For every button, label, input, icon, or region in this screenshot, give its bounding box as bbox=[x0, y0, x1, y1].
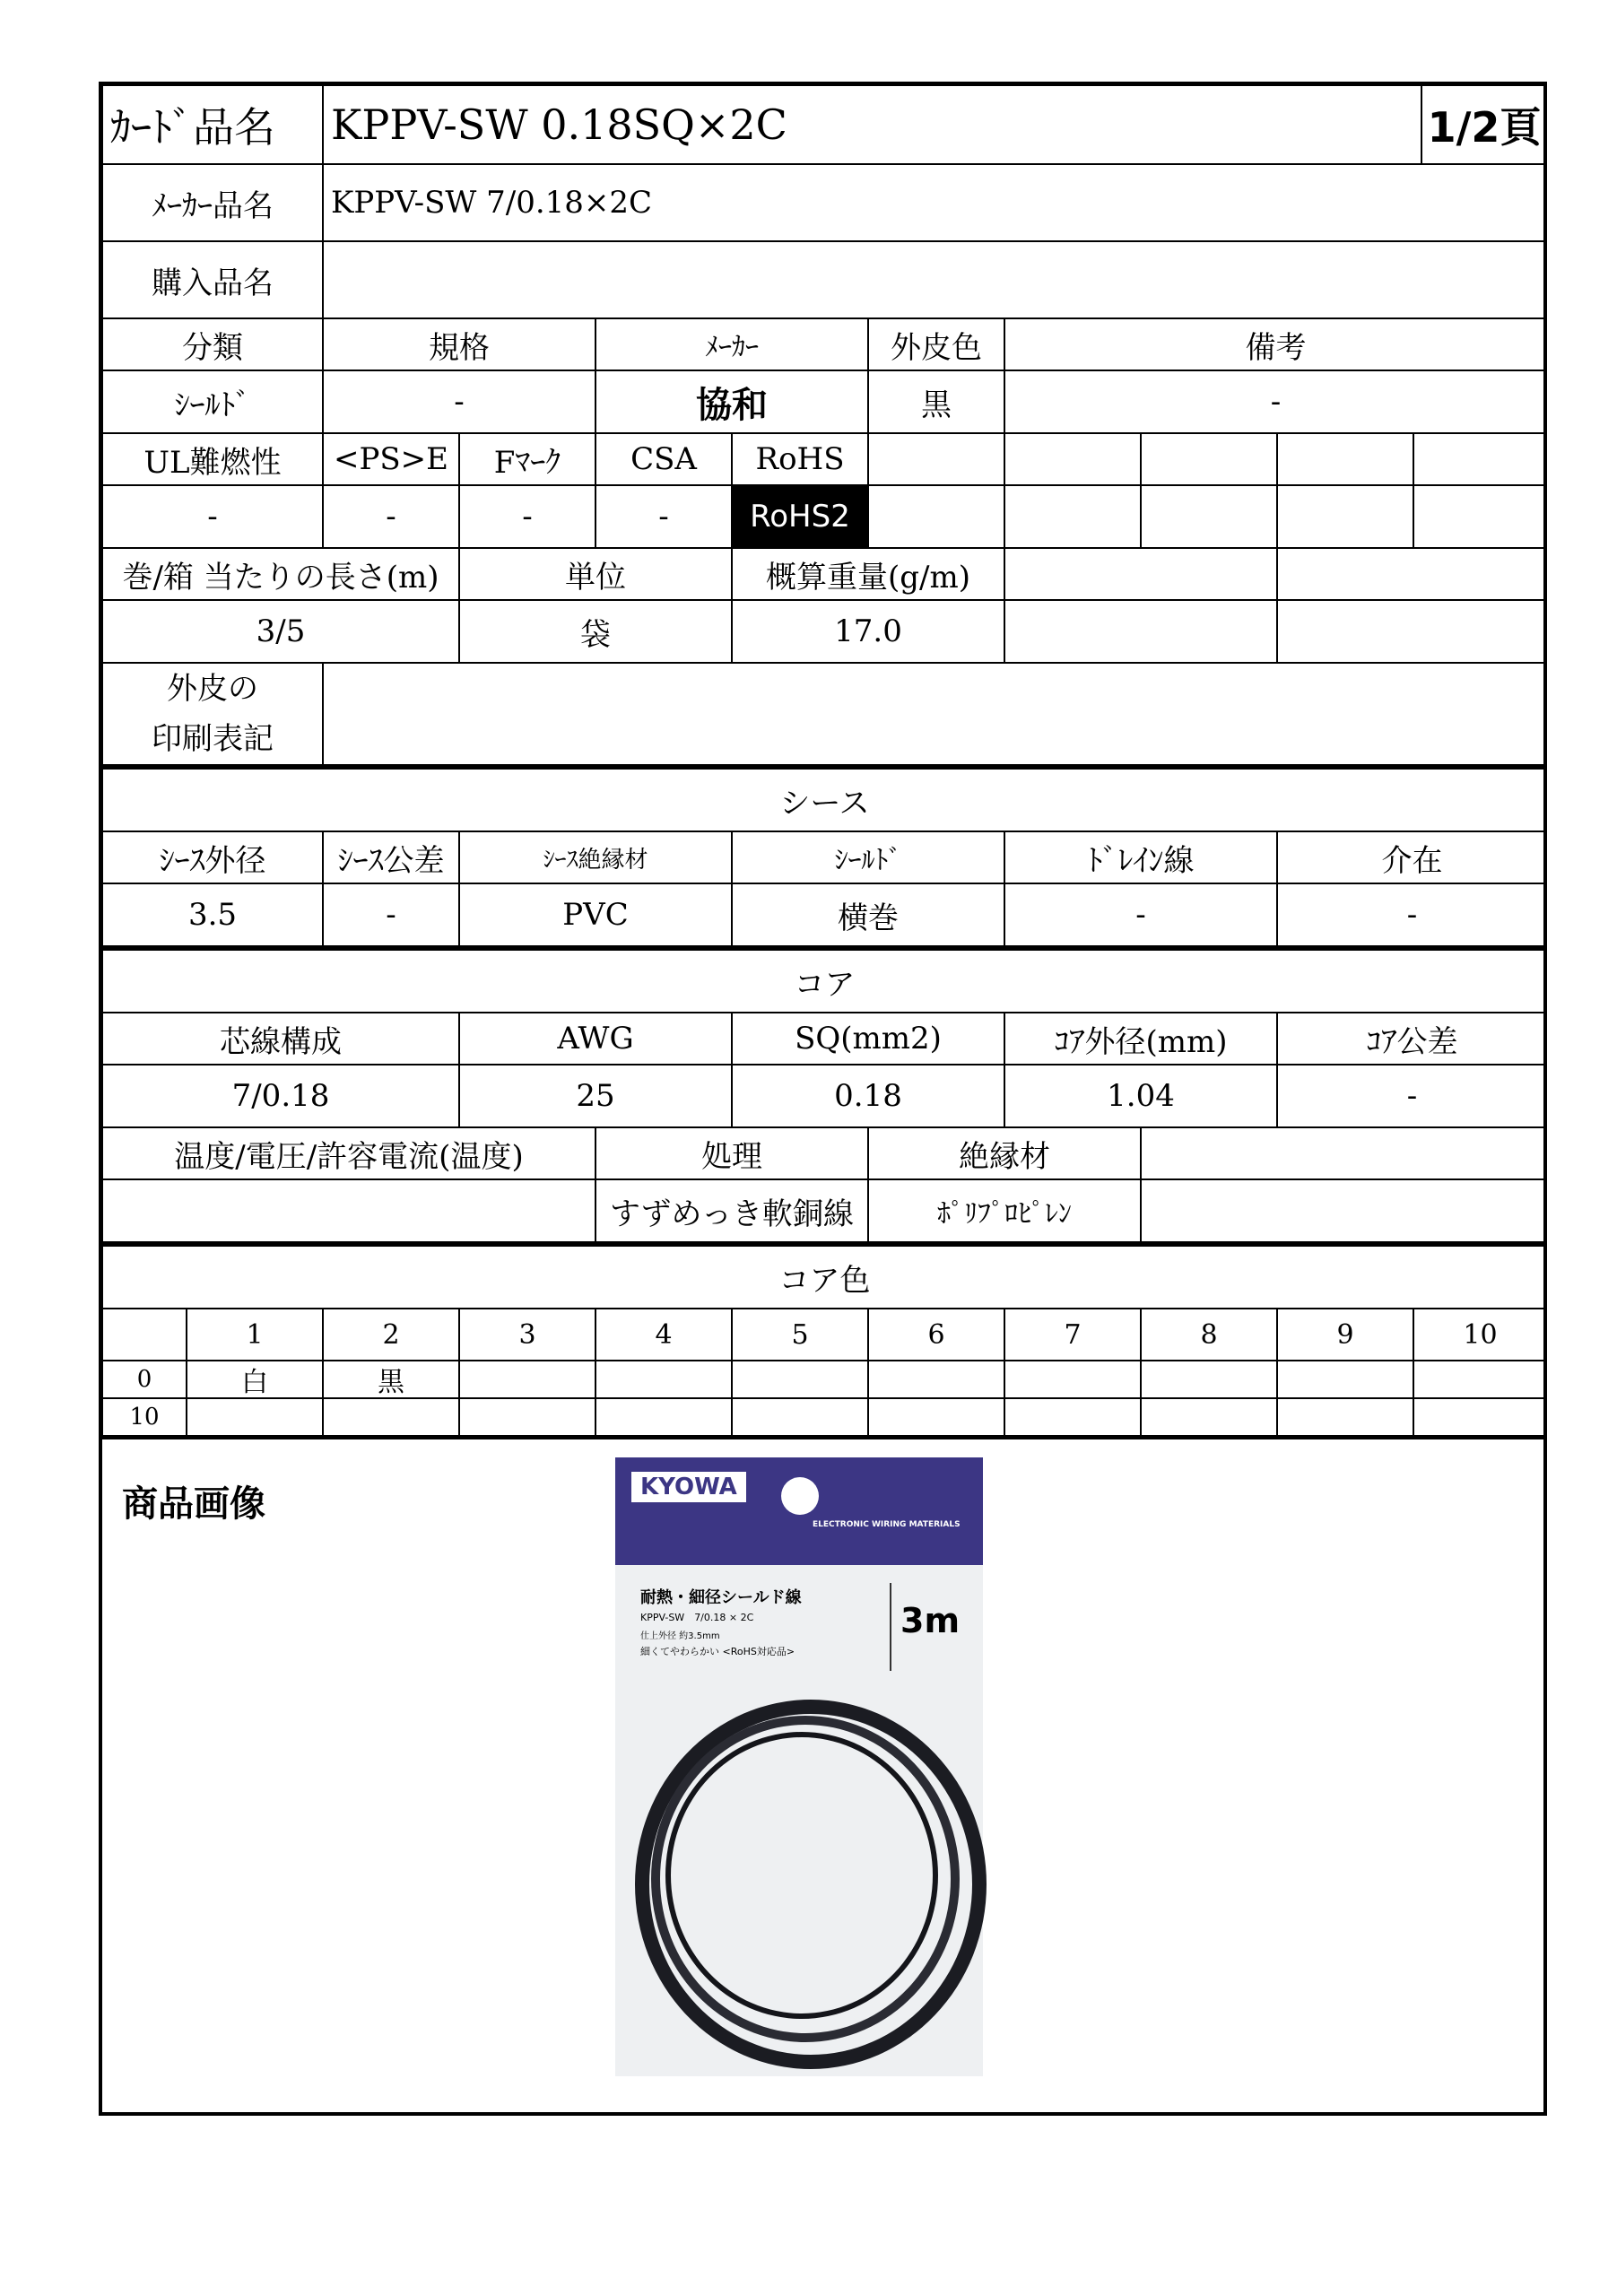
print-marking-label-line1: 外皮の bbox=[167, 671, 258, 707]
classification-value: ｼｰﾙﾄﾞ bbox=[102, 370, 323, 433]
hanger-hole bbox=[781, 1477, 819, 1515]
color-cell: 白 bbox=[187, 1361, 323, 1398]
page-number: 1/2頁 bbox=[1421, 85, 1547, 164]
sheath-tolerance-label: ｼｰｽ公差 bbox=[323, 831, 459, 883]
cert-empty-cell bbox=[868, 433, 1004, 485]
rating-label: 温度/電圧/許容電流(温度) bbox=[102, 1127, 596, 1179]
packing-empty-cell bbox=[1004, 600, 1277, 663]
rohs-label: RoHS bbox=[732, 433, 868, 485]
color-col-header: 3 bbox=[459, 1309, 596, 1361]
cert-empty-cell bbox=[1141, 433, 1277, 485]
print-marking-value bbox=[323, 663, 1547, 765]
package-note: 細くてやわらかい <RoHS対応品> bbox=[640, 1646, 795, 1657]
packing-empty-cell bbox=[1277, 600, 1547, 663]
color-cell bbox=[323, 1398, 459, 1436]
color-cell bbox=[732, 1361, 868, 1398]
treatment-label: 処理 bbox=[596, 1127, 868, 1179]
cert-empty-cell bbox=[1277, 433, 1413, 485]
cert-empty-cell bbox=[1413, 433, 1547, 485]
cert-empty-cell bbox=[868, 485, 1004, 548]
color-cell bbox=[868, 1361, 1004, 1398]
package-title: 耐熱・細径シールド線 bbox=[640, 1588, 802, 1607]
core-od-value: 1.04 bbox=[1004, 1065, 1277, 1127]
color-cell bbox=[459, 1361, 596, 1398]
remarks-label: 備考 bbox=[1004, 318, 1547, 370]
sheath-od-label: ｼｰｽ外径 bbox=[102, 831, 323, 883]
strand-config-label: 芯線構成 bbox=[102, 1013, 459, 1065]
sheath-tolerance-value: - bbox=[323, 883, 459, 946]
color-cell bbox=[1413, 1398, 1547, 1436]
pse-value: - bbox=[323, 485, 459, 548]
treatment-value: すずめっき軟銅線 bbox=[596, 1179, 868, 1242]
strand-config-value: 7/0.18 bbox=[102, 1065, 459, 1127]
maker-value: 協和 bbox=[596, 370, 868, 433]
color-cell bbox=[1141, 1361, 1277, 1398]
color-col-header: 4 bbox=[596, 1309, 732, 1361]
sq-label: SQ(mm2) bbox=[732, 1013, 1004, 1065]
color-cell bbox=[596, 1361, 732, 1398]
sheath-od-value: 3.5 bbox=[102, 883, 323, 946]
maker-name-value: KPPV-SW 7/0.18×2C bbox=[323, 164, 1547, 241]
sheath-insulation-value: PVC bbox=[459, 883, 732, 946]
rating-value bbox=[102, 1179, 596, 1242]
package-outer-diameter: 仕上外径 約3.5mm bbox=[640, 1631, 720, 1641]
standard-label: 規格 bbox=[323, 318, 596, 370]
color-cell bbox=[596, 1398, 732, 1436]
sheath-section-title: シース bbox=[102, 769, 1547, 831]
product-image bbox=[615, 1457, 983, 2076]
color-cell bbox=[187, 1398, 323, 1436]
drain-wire-label: ﾄﾞﾚｲﾝ線 bbox=[1004, 831, 1277, 883]
jacket-color-label: 外皮色 bbox=[868, 318, 1004, 370]
spec-sheet bbox=[99, 82, 1547, 2116]
color-col-header: 1 bbox=[187, 1309, 323, 1361]
unit-label: 単位 bbox=[459, 548, 732, 600]
shield-value: 横巻 bbox=[732, 883, 1004, 946]
packing-empty-cell bbox=[1004, 548, 1277, 600]
pse-label: <PS>E bbox=[323, 433, 459, 485]
color-col-header: 8 bbox=[1141, 1309, 1277, 1361]
maker-name-label: ﾒｰｶｰ品名 bbox=[102, 164, 323, 241]
core-color-section-title: コア色 bbox=[102, 1246, 1547, 1309]
length-per-reel-value: 3/5 bbox=[102, 600, 459, 663]
drain-wire-value: - bbox=[1004, 883, 1277, 946]
package-model: KPPV-SW 7/0.18 × 2C bbox=[640, 1612, 754, 1623]
color-col-header: 2 bbox=[323, 1309, 459, 1361]
color-col-header: 7 bbox=[1004, 1309, 1141, 1361]
color-col-header: 10 bbox=[1413, 1309, 1547, 1361]
core-od-label: ｺｱ外径(mm) bbox=[1004, 1013, 1277, 1065]
cert-empty-cell bbox=[1004, 485, 1141, 548]
filler-value: - bbox=[1277, 883, 1547, 946]
insulation-label: 絶縁材 bbox=[868, 1127, 1141, 1179]
color-cell bbox=[459, 1398, 596, 1436]
f-mark-label: Fﾏｰｸ bbox=[459, 433, 596, 485]
color-col-header: 5 bbox=[732, 1309, 868, 1361]
shield-label: ｼｰﾙﾄﾞ bbox=[732, 831, 1004, 883]
ul-value: - bbox=[102, 485, 323, 548]
awg-label: AWG bbox=[459, 1013, 732, 1065]
sq-value: 0.18 bbox=[732, 1065, 1004, 1127]
f-mark-value: - bbox=[459, 485, 596, 548]
packing-empty-cell bbox=[1277, 548, 1547, 600]
purchase-name-value bbox=[323, 241, 1547, 318]
section-divider bbox=[102, 1436, 1543, 1439]
color-row-label: 0 bbox=[102, 1361, 187, 1398]
cert-empty-cell bbox=[1413, 485, 1547, 548]
cert-empty-cell bbox=[1004, 433, 1141, 485]
awg-value: 25 bbox=[459, 1065, 732, 1127]
standard-value: - bbox=[323, 370, 596, 433]
cable-coil-inner bbox=[665, 1732, 938, 2019]
color-cell bbox=[1277, 1361, 1413, 1398]
color-row-label: 10 bbox=[102, 1398, 187, 1436]
filler-label: 介在 bbox=[1277, 831, 1547, 883]
product-image-label: 商品画像 bbox=[122, 1483, 265, 1525]
csa-value: - bbox=[596, 485, 732, 548]
core-tolerance-value: - bbox=[1277, 1065, 1547, 1127]
color-cell bbox=[1277, 1398, 1413, 1436]
maker-label: ﾒｰｶｰ bbox=[596, 318, 868, 370]
package-separator bbox=[890, 1583, 891, 1671]
card-name-value: KPPV-SW 0.18SQ×2C bbox=[323, 85, 1421, 164]
core-tolerance-label: ｺｱ公差 bbox=[1277, 1013, 1547, 1065]
color-cell bbox=[1004, 1361, 1141, 1398]
color-cell bbox=[1413, 1361, 1547, 1398]
print-marking-label-line2: 印刷表記 bbox=[152, 721, 274, 757]
package-header bbox=[615, 1457, 983, 1565]
package-strip-text: ELECTRONIC WIRING MATERIALS bbox=[813, 1520, 961, 1529]
core-section-title: コア bbox=[102, 950, 1547, 1013]
color-cell bbox=[1004, 1398, 1141, 1436]
package-label bbox=[631, 1578, 963, 1676]
color-col-header: 9 bbox=[1277, 1309, 1413, 1361]
insulation-value: ﾎﾟﾘﾌﾟﾛﾋﾟﾚﾝ bbox=[868, 1179, 1141, 1242]
print-marking-label bbox=[102, 663, 323, 765]
color-cell bbox=[868, 1398, 1004, 1436]
cert-empty-cell bbox=[1141, 485, 1277, 548]
ul-label: UL難燃性 bbox=[102, 433, 323, 485]
length-per-reel-label: 巻/箱 当たりの長さ(m) bbox=[102, 548, 459, 600]
purchase-name-label: 購入品名 bbox=[102, 241, 323, 318]
cert-empty-cell bbox=[1277, 485, 1413, 548]
unit-value: 袋 bbox=[459, 600, 732, 663]
jacket-color-value: 黒 bbox=[868, 370, 1004, 433]
sheath-insulation-label: ｼｰｽ絶縁材 bbox=[459, 831, 732, 883]
weight-value: 17.0 bbox=[732, 600, 1004, 663]
color-cell bbox=[1141, 1398, 1277, 1436]
weight-label: 概算重量(g/m) bbox=[732, 548, 1004, 600]
color-grid-corner bbox=[102, 1309, 187, 1361]
package-body bbox=[615, 1565, 983, 2076]
csa-label: CSA bbox=[596, 433, 732, 485]
rating-empty-cell bbox=[1141, 1127, 1547, 1179]
package-length: 3m bbox=[900, 1601, 961, 1640]
color-cell: 黒 bbox=[323, 1361, 459, 1398]
kyowa-logo: KYOWA bbox=[631, 1472, 746, 1502]
rating-empty-cell bbox=[1141, 1179, 1547, 1242]
card-name-label: ｶｰﾄﾞ品名 bbox=[102, 85, 323, 164]
rohs-value-badge: RoHS2 bbox=[732, 485, 868, 548]
color-col-header: 6 bbox=[868, 1309, 1004, 1361]
color-cell bbox=[732, 1398, 868, 1436]
classification-label: 分類 bbox=[102, 318, 323, 370]
remarks-value: - bbox=[1004, 370, 1547, 433]
